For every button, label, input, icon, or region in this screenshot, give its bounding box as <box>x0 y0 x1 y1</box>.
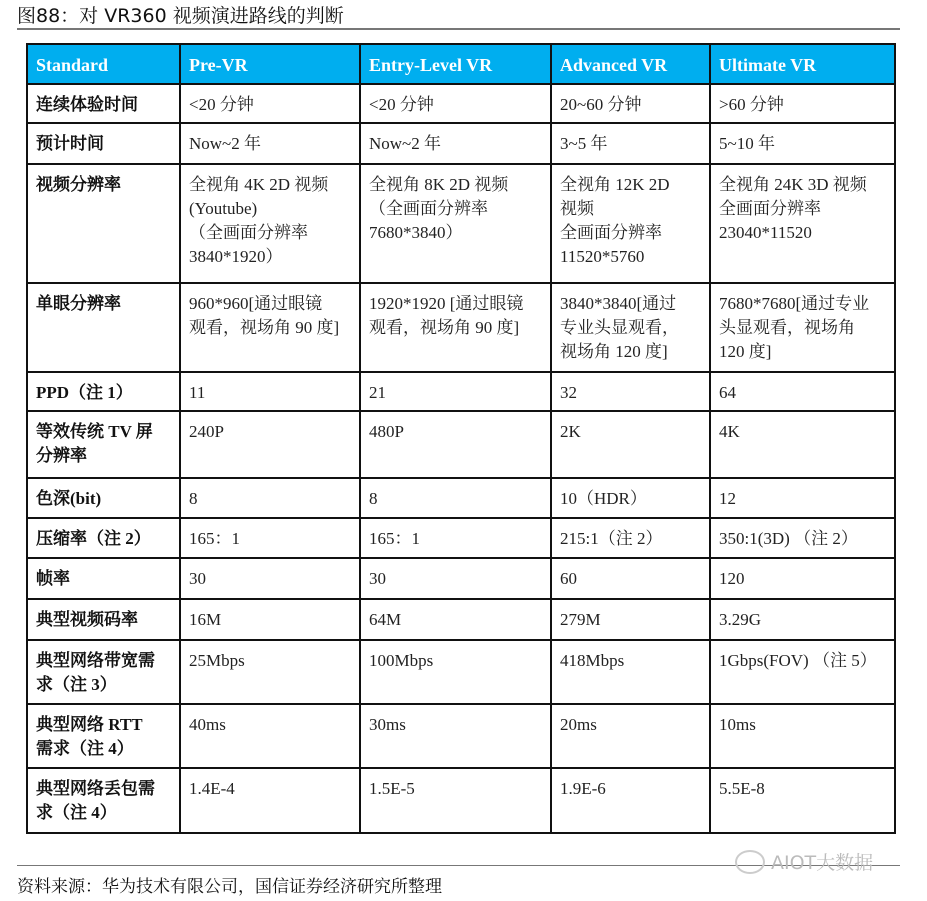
row-label: 典型网络丢包需 求（注 4） <box>27 768 180 833</box>
column-header: Standard <box>27 44 180 84</box>
table-row <box>27 518 895 558</box>
table-row <box>27 768 895 833</box>
table-row <box>27 599 895 640</box>
row-label: 典型网络 RTT 需求（注 4） <box>27 704 180 768</box>
table-cell: 32 <box>551 372 710 411</box>
table-cell: 16M <box>180 599 360 640</box>
vr360-roadmap-table <box>26 43 896 834</box>
table-cell: 350:1(3D) （注 2） <box>710 518 895 558</box>
source-note: 资料来源：华为技术有限公司，国信证券经济研究所整理 <box>17 877 442 897</box>
divider <box>17 28 900 30</box>
table-cell: 40ms <box>180 704 360 768</box>
table-cell: 1.4E-4 <box>180 768 360 833</box>
row-label: 连续体验时间 <box>27 84 180 123</box>
row-label: PPD（注 1） <box>27 372 180 411</box>
table-cell: 20~60 分钟 <box>551 84 710 123</box>
table-cell: 60 <box>551 558 710 599</box>
row-label: 视频分辨率 <box>27 164 180 283</box>
table-row <box>27 283 895 372</box>
table-row <box>27 123 895 164</box>
table-header-row <box>27 44 895 84</box>
table-cell: 960*960[通过眼镜 观看，视场角 90 度] <box>180 283 360 372</box>
table-cell: 279M <box>551 599 710 640</box>
table-cell: 2K <box>551 411 710 478</box>
table-cell: <20 分钟 <box>180 84 360 123</box>
table-cell: 12 <box>710 478 895 518</box>
watermark-text: AIOT大数据 <box>771 852 874 874</box>
wechat-icon <box>735 850 765 874</box>
table-row <box>27 558 895 599</box>
watermark <box>735 848 873 875</box>
table-cell: 21 <box>360 372 551 411</box>
table-cell: 8 <box>180 478 360 518</box>
table-row <box>27 164 895 283</box>
column-header: Pre-VR <box>180 44 360 84</box>
table-cell: 100Mbps <box>360 640 551 704</box>
table-cell: <20 分钟 <box>360 84 551 123</box>
table-cell: 10ms <box>710 704 895 768</box>
table-cell: 1920*1920 [通过眼镜 观看，视场角 90 度] <box>360 283 551 372</box>
table-cell: 全视角 24K 3D 视频 全画面分辨率 23040*11520 <box>710 164 895 283</box>
table-cell: 7680*7680[通过专业 头显观看，视场角 120 度] <box>710 283 895 372</box>
table-cell: 240P <box>180 411 360 478</box>
table-cell: 20ms <box>551 704 710 768</box>
table-cell: 418Mbps <box>551 640 710 704</box>
figure-title: 图88：对 VR360 视频演进路线的判断 <box>17 5 344 27</box>
table-cell: 5.5E-8 <box>710 768 895 833</box>
table-cell: 3840*3840[通过 专业头显观看， 视场角 120 度] <box>551 283 710 372</box>
table-cell: 全视角 4K 2D 视频 (Youtube) （全画面分辨率 3840*1920） <box>180 164 360 283</box>
table-row <box>27 640 895 704</box>
row-label: 典型视频码率 <box>27 599 180 640</box>
table-cell: 1.5E-5 <box>360 768 551 833</box>
table-cell: 3.29G <box>710 599 895 640</box>
row-label: 帧率 <box>27 558 180 599</box>
column-header: Ultimate VR <box>710 44 895 84</box>
table-cell: 480P <box>360 411 551 478</box>
row-label: 预计时间 <box>27 123 180 164</box>
table-cell: 1.9E-6 <box>551 768 710 833</box>
table-cell: 30 <box>180 558 360 599</box>
table-cell: 165：1 <box>180 518 360 558</box>
table-cell: 120 <box>710 558 895 599</box>
table-cell: >60 分钟 <box>710 84 895 123</box>
row-label: 色深(bit) <box>27 478 180 518</box>
table-cell: 4K <box>710 411 895 478</box>
table-cell: 10（HDR） <box>551 478 710 518</box>
table-cell: 30 <box>360 558 551 599</box>
table-cell: 64M <box>360 599 551 640</box>
table-row <box>27 704 895 768</box>
table-cell: Now~2 年 <box>180 123 360 164</box>
table-cell: Now~2 年 <box>360 123 551 164</box>
column-header: Entry-Level VR <box>360 44 551 84</box>
table-cell: 3~5 年 <box>551 123 710 164</box>
row-label: 等效传统 TV 屏 分辨率 <box>27 411 180 478</box>
table-cell: 全视角 12K 2D 视频 全画面分辨率 11520*5760 <box>551 164 710 283</box>
table-row <box>27 372 895 411</box>
row-label: 单眼分辨率 <box>27 283 180 372</box>
table-cell: 64 <box>710 372 895 411</box>
table-cell: 215:1（注 2） <box>551 518 710 558</box>
table-cell: 8 <box>360 478 551 518</box>
table-cell: 1Gbps(FOV) （注 5） <box>710 640 895 704</box>
table-cell: 全视角 8K 2D 视频 （全画面分辨率 7680*3840） <box>360 164 551 283</box>
table-row <box>27 411 895 478</box>
row-label: 典型网络带宽需 求（注 3） <box>27 640 180 704</box>
table-cell: 25Mbps <box>180 640 360 704</box>
table-row <box>27 84 895 123</box>
column-header: Advanced VR <box>551 44 710 84</box>
table-cell: 30ms <box>360 704 551 768</box>
table-row <box>27 478 895 518</box>
table-cell: 11 <box>180 372 360 411</box>
row-label: 压缩率（注 2） <box>27 518 180 558</box>
table-cell: 5~10 年 <box>710 123 895 164</box>
table-cell: 165：1 <box>360 518 551 558</box>
